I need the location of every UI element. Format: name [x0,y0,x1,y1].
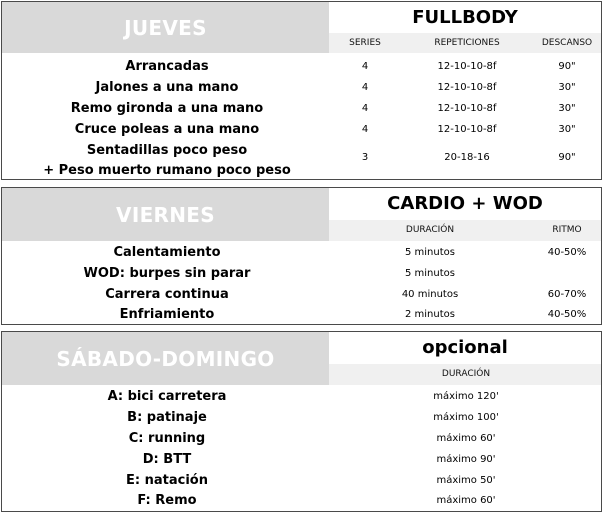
thursday-type-label: FULLBODY [412,6,518,28]
exercise-name: Arrancadas [125,59,209,74]
cardio-name: Carrera continua [105,287,229,302]
exercise-rest: 30" [558,103,576,114]
activity-name: D: BTT [142,452,192,467]
header-descanso: DESCANSO [541,38,593,48]
cardio-row [2,243,601,263]
header-ritmo: RITMO [552,225,582,235]
friday-column-headers [329,220,601,241]
activity-row [2,387,601,407]
header-duracion: DURACIÓN [441,369,491,379]
activity-row [2,491,601,511]
activity-duration: máximo 120' [433,391,499,402]
activity-name: C: running [128,431,206,446]
exercise-row [2,57,601,77]
exercise-name: Remo gironda a una mano [70,101,264,116]
exercise-name: Cruce poleas a una mano [74,122,260,137]
activity-duration: máximo 100' [433,412,499,423]
exercise-rest: 90" [558,61,576,72]
exercise-reps: 12-10-10-8f [437,82,497,93]
exercise-name: Jalones a una mano [95,80,239,95]
exercise-series: 3 [361,152,369,163]
exercise-reps: 12-10-10-8f [437,124,497,135]
exercise-name-line1: Sentadillas poco peso [86,143,248,158]
cardio-pace: 60-70% [547,289,587,300]
exercise-reps: 12-10-10-8f [437,103,497,114]
header-duracion: DURACIÓN [405,225,455,235]
cardio-row [2,305,601,325]
exercise-row-combo [2,141,601,179]
exercise-row [2,120,601,140]
weekend-day-header [2,332,329,385]
friday-type-header [329,188,601,219]
cardio-name: WOD: burpes sin parar [83,266,251,281]
friday-day-header [2,188,329,241]
activity-row [2,450,601,470]
cardio-duration: 5 minutos [405,247,455,258]
activity-row [2,471,601,491]
exercise-rest: 30" [558,82,576,93]
exercise-series: 4 [361,124,369,135]
cardio-duration: 5 minutos [405,268,455,279]
activity-row [2,408,601,428]
cardio-pace: 40-50% [547,309,587,320]
activity-name: F: Remo [137,493,197,508]
friday-block [1,187,602,325]
thursday-day-label: JUEVES [124,15,207,40]
weekend-block [1,331,602,512]
exercise-series: 4 [361,61,369,72]
exercise-rest: 90" [558,152,576,163]
thursday-day-header [2,2,329,53]
thursday-type-header [329,2,601,32]
exercise-series: 4 [361,82,369,93]
activity-duration: máximo 50' [436,475,496,486]
activity-name: B: patinaje [127,410,207,425]
exercise-row [2,78,601,98]
activity-duration: máximo 60' [436,433,496,444]
header-series: SERIES [349,38,381,48]
activity-duration: máximo 90' [436,454,496,465]
weekend-type-header [329,332,601,363]
friday-type-label: CARDIO + WOD [387,193,543,214]
activity-name: A: bici carretera [107,389,227,404]
exercise-reps: 12-10-10-8f [437,61,497,72]
thursday-block [1,1,602,180]
cardio-row [2,285,601,305]
cardio-name: Enfriamiento [119,307,215,322]
exercise-rest: 30" [558,124,576,135]
cardio-duration: 40 minutos [401,289,459,300]
activity-name: E: natación [126,473,208,488]
exercise-reps: 20-18-16 [444,152,490,163]
exercise-name-line2: + Peso muerto rumano poco peso [43,163,291,178]
weekend-type-label: opcional [422,337,508,358]
header-repeticiones: REPETICIONES [434,38,500,48]
exercise-series: 4 [361,103,369,114]
weekend-column-headers [329,364,601,385]
cardio-duration: 2 minutos [405,309,455,320]
exercise-row [2,99,601,119]
weekend-day-label: SÁBADO-DOMINGO [56,346,275,371]
activity-row [2,429,601,449]
cardio-pace: 40-50% [547,247,587,258]
thursday-column-headers [329,33,601,53]
cardio-name: Calentamiento [113,245,221,260]
activity-duration: máximo 60' [436,495,496,506]
friday-day-label: VIERNES [116,202,215,227]
cardio-row [2,264,601,284]
